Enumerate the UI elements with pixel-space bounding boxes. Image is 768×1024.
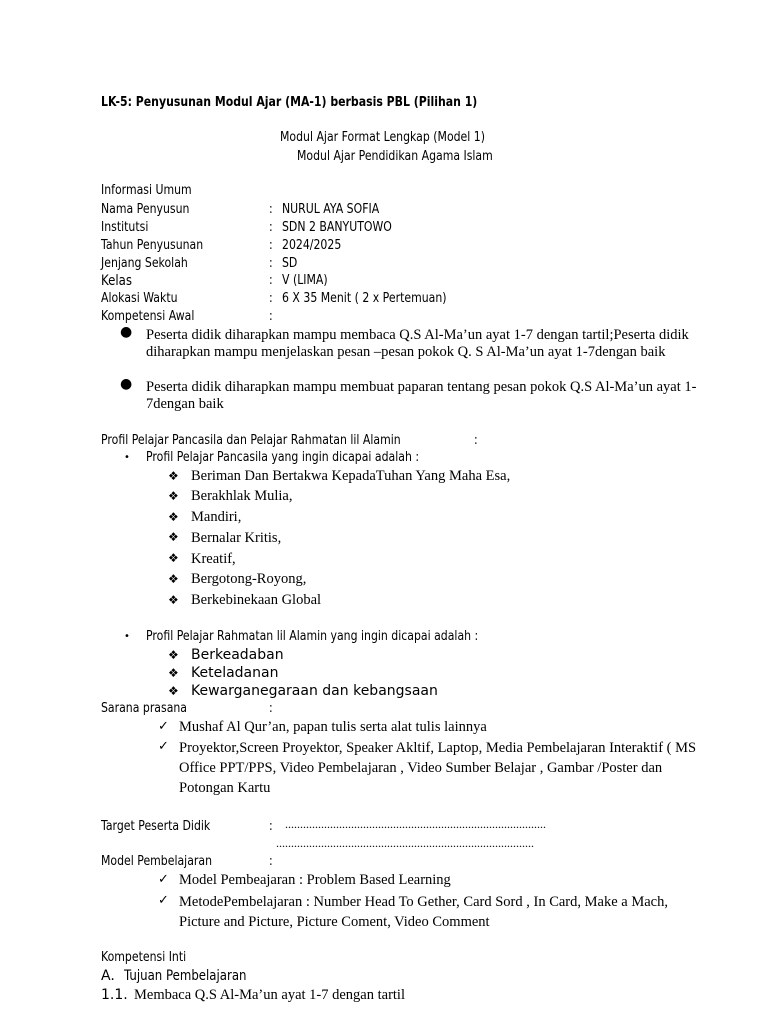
rahmatan-item: Kewarganegaraan dan kebangsaan [191,683,438,699]
pancasila-item: Berakhlak Mulia, [191,488,293,504]
diamond-bullet-icon: ❖ [168,530,179,544]
info-label-kompetensi-awal: Kompetensi Awal [101,309,195,324]
tujuan-marker: A. [101,968,115,984]
profil-colon: : [474,433,478,448]
diamond-bullet-icon: ❖ [168,489,179,503]
tujuan-item: Membaca Q.S Al-Ma’un ayat 1-7 dengan tartil [134,987,405,1003]
sarana-colon: : [269,701,273,716]
diamond-bullet-icon: ❖ [168,510,179,524]
rahmatan-item: Keteladanan [191,665,279,681]
diamond-bullet-icon: ❖ [168,648,179,662]
info-label-institusi: Institutsi [101,220,149,235]
info-label-alokasi: Alokasi Waktu [101,291,178,306]
profil-heading: Profil Pelajar Pancasila dan Pelajar Rahmatan lil Alamin [101,433,401,448]
pancasila-item: Berkebinekaan Global [191,592,322,608]
rahmatan-lead: Profil Pelajar Rahmatan lil Alamin yang ingin dicapai adalah : [146,629,479,644]
target-dots: ...................................................................................... [276,836,534,850]
info-colon: : [269,309,273,324]
info-colon: : [269,256,273,271]
diamond-bullet-icon: ❖ [168,593,179,607]
rahmatan-item: Berkeadaban [191,647,284,663]
info-value-alokasi: 6 X 35 Menit ( 2 x Pertemuan) [282,291,447,306]
info-colon: : [269,202,273,217]
diamond-bullet-icon: ❖ [168,666,179,680]
item-number: 1.1. [101,987,128,1003]
bullet-icon: • [124,631,130,642]
info-colon: : [269,220,273,235]
sarana-heading: Sarana prasana [101,701,187,716]
bullet-icon: ● [120,376,133,392]
target-colon: : [269,819,273,834]
kompetensi-awal-item: Peserta didik diharapkan mampu membuat paparan tentang pesan pokok Q.S Al-Ma’un ayat 1-7dengan baik [146,379,697,412]
model-item: MetodePembelajaran : Number Head To Gether, Card Sord , In Card, Make a Mach, Picture and Picture, Picture Coment, Video Comment [179,894,668,930]
checkmark-icon: ✓ [158,739,169,754]
info-value-institusi: SDN 2 BANYUTOWO [282,220,392,235]
pancasila-item: Bernalar Kritis, [191,530,282,546]
diamond-bullet-icon: ❖ [168,469,179,483]
info-colon: : [269,273,273,288]
diamond-bullet-icon: ❖ [168,551,179,565]
info-value-kelas: V (LIMA) [282,273,328,288]
bullet-icon: • [124,452,130,463]
subtitle-model: Modul Ajar Format Lengkap (Model 1) [280,130,485,145]
info-colon: : [269,291,273,306]
diamond-bullet-icon: ❖ [168,684,179,698]
model-colon: : [269,854,273,869]
target-dots: ....................................................................................... [285,817,546,831]
checkmark-icon: ✓ [158,893,169,908]
pancasila-item: Bergotong-Royong, [191,571,307,587]
info-value-jenjang: SD [282,256,298,271]
info-label-tahun: Tahun Penyusunan [101,238,204,253]
sarana-item: Proyektor,Screen Proyektor, Speaker Akltif, Laptop, Media Pembelajaran Interaktif ( MS Office PPT/PPS, Video Pembelajaran , Video Sumber Belajar , Gambar /Poster dan Potongan Kartu [179,740,697,796]
subtitle-subject: Modul Ajar Pendidikan Agama Islam [297,149,493,164]
info-heading: Informasi Umum [101,183,192,198]
model-item: Model Pembeajaran : Problem Based Learning [179,872,451,888]
info-label-jenjang: Jenjang Sekolah [101,256,188,271]
checkmark-icon: ✓ [158,719,169,734]
pancasila-item: Beriman Dan Bertakwa KepadaTuhan Yang Maha Esa, [191,468,511,484]
document-title: LK-5: Penyusunan Modul Ajar (MA-1) berbasis PBL (Pilihan 1) [101,95,478,110]
pancasila-lead: Profil Pelajar Pancasila yang ingin dicapai adalah : [146,450,420,465]
bullet-icon: ● [120,324,133,340]
diamond-bullet-icon: ❖ [168,572,179,586]
checkmark-icon: ✓ [158,872,169,887]
tujuan-heading: Tujuan Pembelajaran [124,968,247,984]
pancasila-item: Mandiri, [191,509,242,525]
info-label-kelas: Kelas [101,273,132,289]
sarana-item: Mushaf Al Qur’an, papan tulis serta alat tulis lainnya [179,719,487,735]
info-value-tahun: 2024/2025 [282,238,342,253]
kompetensi-inti-heading: Kompetensi Inti [101,950,187,965]
info-colon: : [269,238,273,253]
info-label-nama: Nama Penyusun [101,202,190,217]
info-value-nama: NURUL AYA SOFIA [282,202,380,217]
target-heading: Target Peserta Didik [101,819,211,834]
pancasila-item: Kreatif, [191,551,236,567]
kompetensi-awal-item: Peserta didik diharapkan mampu membaca Q.S Al-Ma’un ayat 1-7 dengan tartil;Peserta didik diharapkan mampu menjelaskan pesan –pesan pokok Q. S Al-Ma’un ayat 1-7dengan baik [146,327,689,360]
model-heading: Model Pembelajaran [101,854,213,869]
